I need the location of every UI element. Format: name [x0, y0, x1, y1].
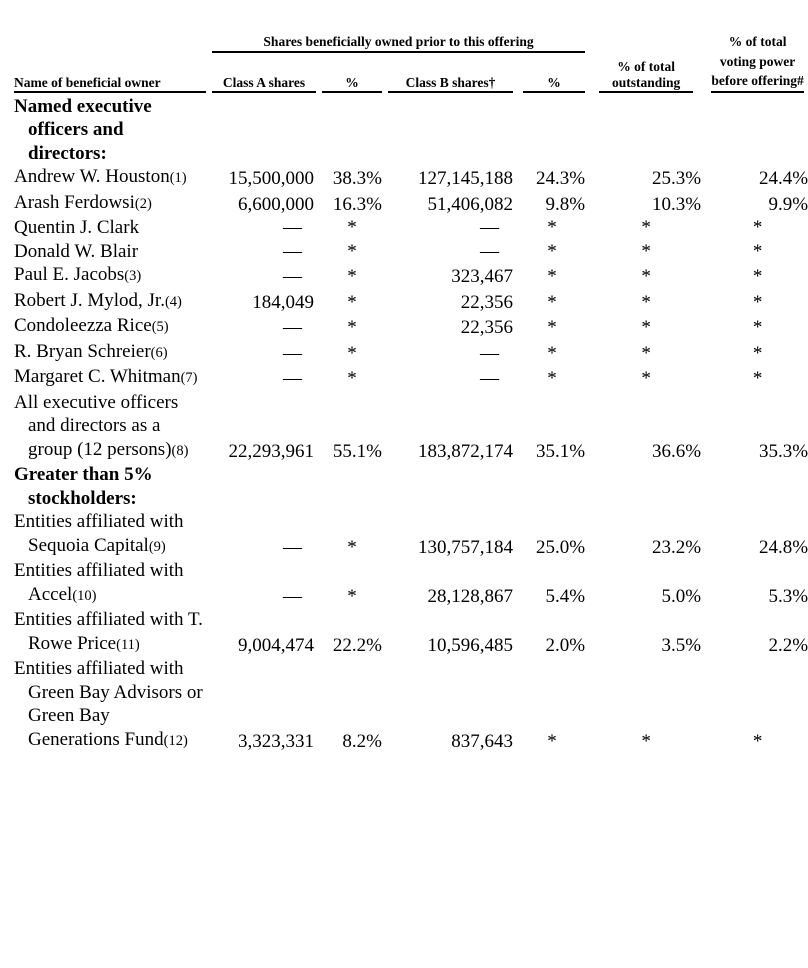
cell-pct-voting-power: 2.2%: [768, 634, 808, 656]
cell-pct-total-outstanding: *: [641, 368, 651, 389]
owner-name-cell: [14, 365, 206, 391]
cell-pct-class-a: 16.3%: [332, 193, 382, 215]
section-header-row: [14, 463, 808, 510]
cell-class-b-shares: —: [480, 217, 499, 238]
table-row: [14, 365, 808, 391]
cell-pct-class-b: 5.4%: [545, 585, 586, 607]
owner-name-cell: [14, 314, 206, 340]
cell-pct-class-b: *: [547, 342, 557, 364]
cell-class-b-shares: 183,872,174: [418, 440, 513, 462]
cell-pct-total-outstanding: 23.2%: [652, 536, 702, 558]
beneficial-ownership-table: [14, 32, 808, 753]
cell-pct-class-a: *: [347, 240, 357, 262]
cell-class-b-shares: 22,356: [460, 317, 513, 338]
cell-pct-voting-power: 5.3%: [768, 585, 808, 607]
cell-pct-total-outstanding: 36.6%: [652, 440, 702, 462]
cell-pct-voting-power: 24.4%: [759, 168, 808, 189]
owner-name: Andrew W. Houston: [14, 166, 170, 187]
owner-name-cell: [14, 263, 206, 289]
section-title: Greater than 5% stockholders:: [14, 464, 153, 509]
cell-pct-class-b: 24.3%: [536, 168, 586, 189]
table-row: [14, 391, 808, 464]
cell-class-b-shares: 51,406,082: [427, 193, 513, 215]
cell-class-a-shares: —: [283, 317, 302, 338]
table-row: [14, 191, 808, 217]
cell-class-b-shares: —: [480, 368, 499, 389]
footnote-ref: (4): [164, 293, 182, 310]
cell-pct-class-a: *: [347, 317, 357, 338]
cell-pct-class-a: *: [347, 266, 357, 287]
cell-pct-voting-power: *: [752, 217, 763, 238]
section-header-row: [14, 95, 808, 166]
owner-name-cell: [14, 559, 206, 608]
footnote-ref: (12): [163, 732, 188, 749]
cell-class-a-shares: —: [283, 342, 302, 364]
footnote-ref: (1): [169, 170, 187, 186]
table-body: [14, 95, 808, 754]
cell-pct-class-b: *: [547, 217, 557, 238]
cell-pct-voting-power: *: [752, 342, 763, 364]
cell-pct-class-b: *: [547, 266, 557, 287]
table-row: [14, 340, 808, 366]
header-class-b-shares: Class B shares†: [388, 61, 513, 93]
header-total-outstanding: % of total outstanding: [599, 59, 693, 93]
cell-class-b-shares: 323,467: [451, 266, 513, 287]
cell-pct-voting-power: 24.8%: [759, 536, 808, 558]
cell-class-a-shares: 9,004,474: [238, 634, 314, 656]
cell-pct-class-a: *: [347, 291, 357, 313]
header-pct-class-a: %: [322, 75, 382, 93]
cell-pct-voting-power: *: [752, 730, 763, 752]
cell-pct-class-b: *: [547, 730, 557, 752]
owner-name: Margaret C. Whitman: [14, 366, 181, 387]
cell-pct-total-outstanding: *: [641, 730, 651, 752]
cell-class-a-shares: 6,600,000: [238, 193, 314, 215]
footnote-ref: (7): [180, 370, 198, 386]
footnote-ref: (3): [124, 268, 142, 284]
cell-class-b-shares: 22,356: [460, 291, 513, 313]
owner-name-cell: [14, 240, 206, 264]
owner-name: Quentin J. Clark: [14, 217, 140, 238]
owner-name-cell: [14, 340, 206, 366]
owner-name-cell: [14, 289, 206, 315]
table-row: [14, 608, 808, 657]
owner-name: Arash Ferdowsi: [14, 191, 135, 213]
cell-class-a-shares: 15,500,000: [228, 168, 314, 189]
table-row: [14, 314, 808, 340]
cell-pct-class-b: *: [547, 368, 557, 389]
cell-pct-total-outstanding: 10.3%: [652, 193, 702, 215]
owner-name-cell: [14, 191, 206, 217]
group-header-shares-owned: Shares beneficially owned prior to this offering: [212, 34, 585, 53]
table-row: [14, 165, 808, 191]
cell-class-b-shares: 10,596,485: [427, 634, 513, 656]
cell-pct-voting-power: 35.3%: [759, 440, 808, 462]
cell-class-b-shares: —: [480, 240, 499, 262]
header-voting-power: % of total voting power before offering#: [711, 32, 804, 93]
cell-pct-class-a: *: [347, 217, 357, 238]
owner-name: Entities affiliated with T. Rowe Price: [14, 609, 203, 654]
cell-class-a-shares: —: [283, 240, 302, 262]
cell-class-b-shares: 130,757,184: [418, 536, 513, 558]
cell-pct-class-b: 9.8%: [545, 193, 586, 215]
cell-pct-voting-power: *: [752, 291, 763, 313]
cell-pct-class-a: 8.2%: [342, 730, 382, 752]
table-row: [14, 510, 808, 559]
cell-pct-total-outstanding: *: [641, 291, 651, 313]
table-row: [14, 657, 808, 753]
owner-name-cell: [14, 165, 206, 191]
cell-pct-voting-power: *: [752, 317, 763, 338]
footnote-ref: (10): [72, 587, 97, 604]
cell-class-a-shares: —: [283, 217, 302, 238]
cell-pct-total-outstanding: *: [641, 266, 651, 287]
owner-name: Entities affiliated with Accel: [14, 560, 184, 605]
footnote-ref: (5): [151, 319, 169, 335]
cell-pct-voting-power: *: [752, 266, 763, 287]
cell-pct-class-a: *: [347, 536, 357, 558]
cell-class-b-shares: 127,145,188: [418, 168, 513, 189]
owner-name: Donald W. Blair: [14, 240, 139, 262]
table-row: [14, 216, 808, 240]
cell-pct-voting-power: *: [752, 240, 763, 262]
cell-pct-class-a: 22.2%: [332, 634, 382, 656]
footnote-ref: (6): [150, 344, 168, 361]
owner-name-cell: [14, 657, 206, 753]
owner-name: All executive officers and directors as a group (12 persons): [14, 391, 179, 460]
cell-pct-total-outstanding: 3.5%: [661, 634, 702, 656]
footnote-ref: (11): [116, 636, 140, 653]
table-row: [14, 240, 808, 264]
cell-pct-class-a: 55.1%: [332, 440, 382, 462]
header-pct-class-b: %: [523, 75, 585, 93]
table-row: [14, 559, 808, 608]
owner-name-cell: [14, 608, 206, 657]
table-row: [14, 289, 808, 315]
header-name-of-owner: Name of beneficial owner: [14, 61, 206, 93]
cell-pct-class-a: *: [347, 342, 357, 364]
cell-pct-voting-power: 9.9%: [768, 193, 808, 215]
owner-name-cell: [14, 510, 206, 559]
cell-class-b-shares: 28,128,867: [427, 585, 513, 607]
cell-pct-class-b: *: [547, 317, 557, 338]
owner-name: R. Bryan Schreier: [14, 340, 151, 362]
cell-pct-class-b: *: [547, 291, 557, 313]
footnote-ref: (8): [171, 442, 189, 459]
cell-pct-class-b: 25.0%: [536, 536, 586, 558]
header-class-a-shares: Class A shares: [212, 61, 316, 93]
cell-pct-total-outstanding: 5.0%: [661, 585, 702, 607]
cell-class-a-shares: 3,323,331: [238, 730, 314, 752]
cell-pct-voting-power: *: [752, 368, 763, 389]
cell-class-b-shares: 837,643: [451, 730, 513, 752]
table-row: [14, 263, 808, 289]
cell-pct-total-outstanding: *: [641, 217, 651, 238]
owner-name-cell: [14, 391, 206, 464]
cell-pct-total-outstanding: 25.3%: [652, 168, 702, 189]
cell-pct-total-outstanding: *: [641, 317, 651, 338]
cell-pct-total-outstanding: *: [641, 240, 651, 262]
footnote-ref: (9): [148, 538, 166, 555]
owner-name: Entities affiliated with Sequoia Capital: [14, 511, 184, 556]
cell-class-a-shares: —: [283, 266, 302, 287]
section-title: Named executive officers and directors:: [14, 95, 152, 164]
cell-class-a-shares: —: [283, 585, 302, 607]
cell-class-a-shares: —: [283, 536, 302, 558]
cell-class-a-shares: —: [283, 368, 302, 389]
cell-pct-class-a: *: [347, 585, 357, 607]
cell-pct-total-outstanding: *: [641, 342, 651, 364]
footnote-ref: (2): [134, 195, 152, 212]
cell-class-b-shares: —: [480, 342, 499, 364]
cell-pct-class-a: 38.3%: [332, 168, 382, 189]
owner-name: Paul E. Jacobs: [14, 264, 125, 285]
cell-class-a-shares: 22,293,961: [228, 440, 314, 462]
owner-name: Condoleezza Rice: [14, 315, 152, 336]
cell-pct-class-b: 35.1%: [536, 440, 586, 462]
table-header: [14, 32, 808, 95]
cell-pct-class-b: 2.0%: [545, 634, 586, 656]
cell-pct-class-b: *: [547, 240, 557, 262]
owner-name-cell: [14, 216, 206, 240]
cell-class-a-shares: 184,049: [252, 291, 314, 313]
cell-pct-class-a: *: [347, 368, 357, 389]
owner-name: Entities affiliated with Green Bay Advisors or Green Bay Generations Fund: [14, 658, 203, 750]
owner-name: Robert J. Mylod, Jr.: [14, 289, 165, 311]
